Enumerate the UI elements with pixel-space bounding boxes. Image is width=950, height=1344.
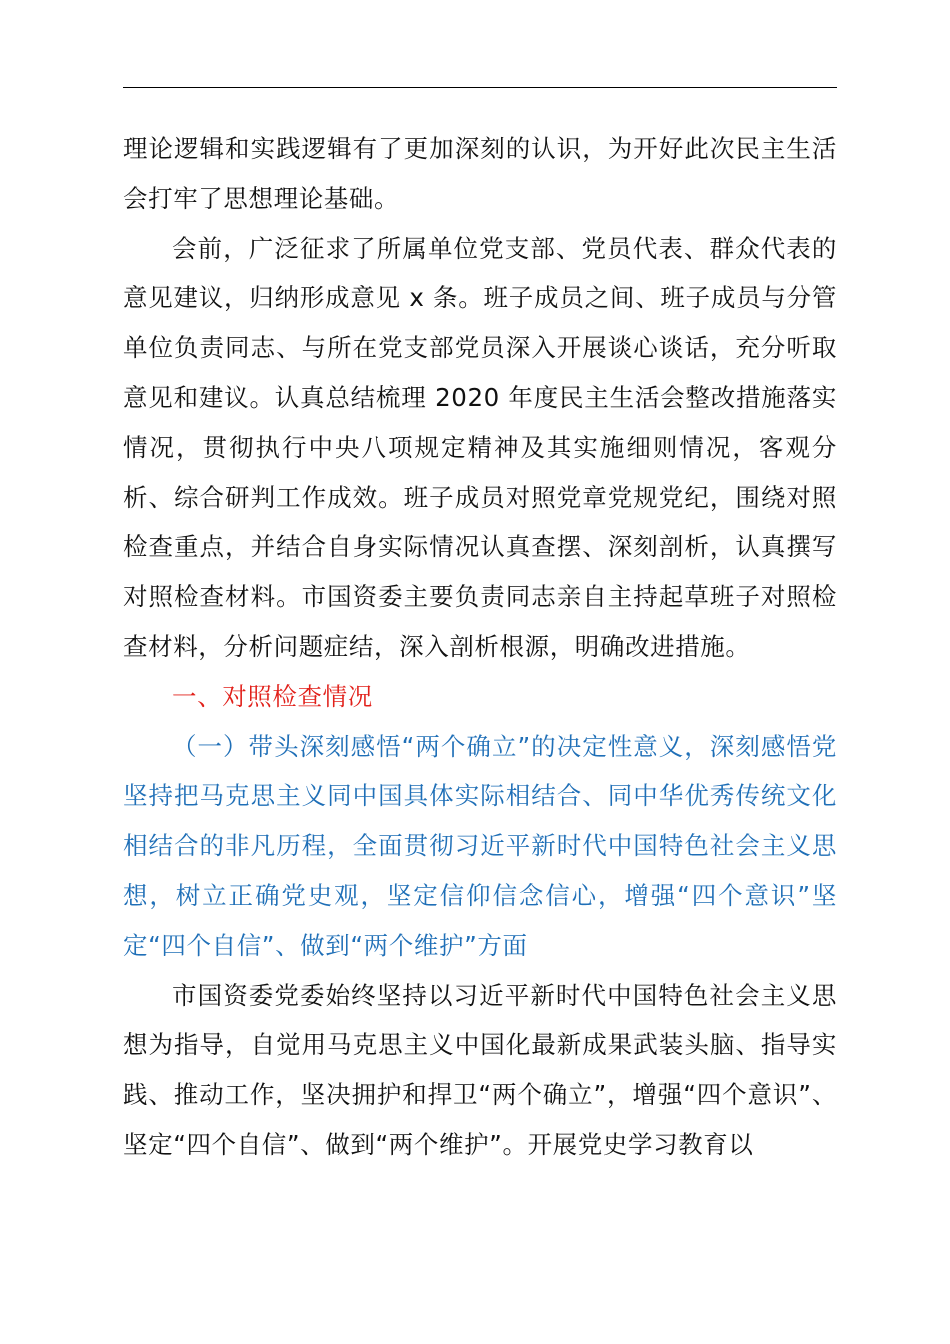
document-body [123, 124, 837, 1170]
header-rule [123, 87, 837, 88]
section-heading: 一、对照检查情况 [172, 681, 373, 711]
paragraph-party-committee: 市国资委党委始终坚持以习近平新时代中国特色社会主义思想为指导，自觉用马克思主义中国化最新成果武装头脑、指导实践、推动工作，坚决拥护和捍卫“两个确立”，增强“四个意识”、坚定“四个自信”、做到“两个维护”。开展党史学习教育以 [123, 980, 837, 1159]
paragraph-continuation: 理论逻辑和实践逻辑有了更加深刻的认识，为开好此次民主生活会打牢了思想理论基础。 [123, 134, 837, 213]
paragraph-pre-meeting: 会前，广泛征求了所属单位党支部、党员代表、群众代表的意见建议，归纳形成意见 x 条。班子成员之间、班子成员与分管单位负责同志、与所在党支部党员深入开展谈心谈话，充分听取意见和建议。认真总结梳理 2020 年度民主生活会整改措施落实情况，贯彻执行中央八项规定精神及其实施细则情况，客观分析、综合研判工作成效。班子成员对照党章党规党纪，围绕对照检查重点，并结合自身实际情况认真查摆、深刻剖析，认真撰写对照检查材料。市国资委主要负责同志亲自主持起草班子对照检查材料，分析问题症结，深入剖析根源，明确改进措施。 [123, 233, 837, 661]
subsection-heading: （一）带头深刻感悟“两个确立”的决定性意义，深刻感悟党坚持把马克思主义同中国具体实际相结合、同中华优秀传统文化相结合的非凡历程，全面贯彻习近平新时代中国特色社会主义思想，树立正确党史观，坚定信仰信念信心，增强“四个意识”坚定“四个自信”、做到“两个维护”方面 [123, 731, 837, 960]
